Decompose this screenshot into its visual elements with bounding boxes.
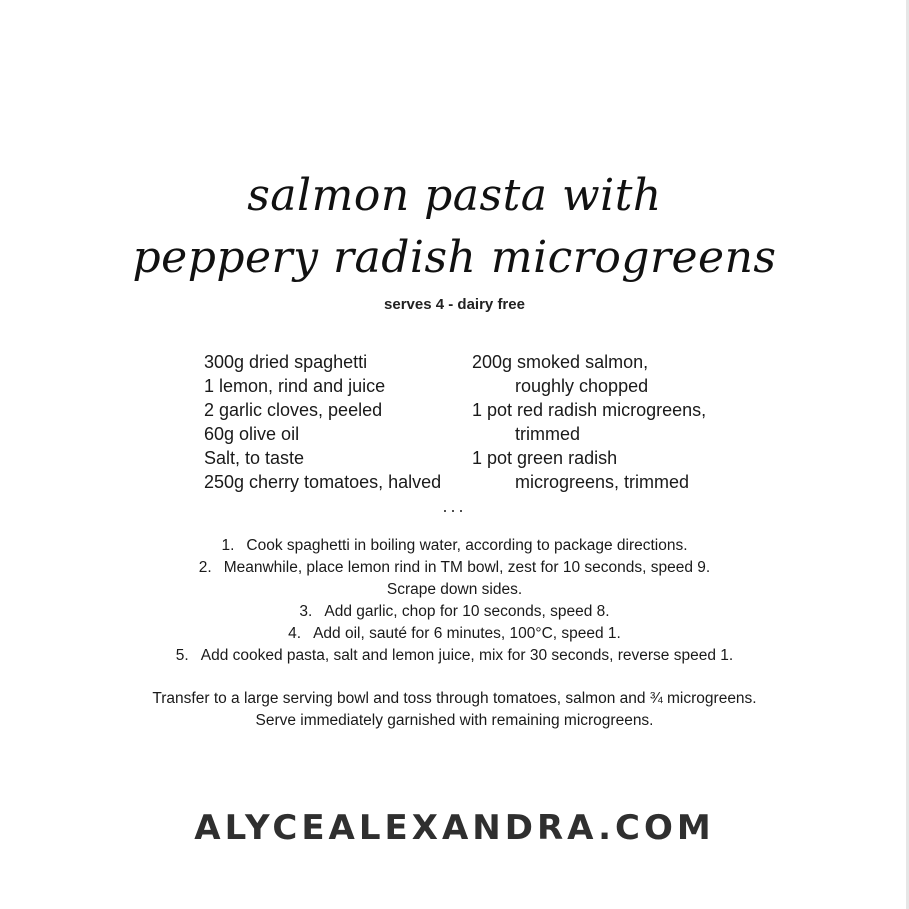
step-number: 3. [299,603,313,620]
ingredient-item: 1 lemon, rind and juice [204,376,386,396]
recipe-title-line-1: salmon pasta with [247,170,662,221]
ingredient-item: 60g olive oil [204,424,300,444]
step-number: 4. [288,625,302,642]
step-text: Add cooked pasta, salt and lemon juice, mix for 30 seconds, reverse speed 1. [200,647,734,664]
method-step [0,557,909,579]
step-number: 2. [198,559,212,576]
method-step [0,645,909,667]
step-text: Add garlic, chop for 10 seconds, speed 8. [324,603,610,620]
serving-line: Serve immediately garnished with remaining microgreens. [255,712,654,729]
serving-instructions [0,688,909,732]
method-step-continued: Scrape down sides. [386,581,523,598]
ingredient-item: Salt, to taste [204,448,305,468]
ingredient-item: 1 pot green radish [472,448,618,468]
ingredient-item: 1 pot red radish microgreens, [472,400,707,420]
serves-subtitle: serves 4 - dairy free [384,296,525,313]
ingredient-item: 2 garlic cloves, peeled [204,400,383,420]
serving-line: Transfer to a large serving bowl and toss through tomatoes, salmon and ¾ microgreens. [152,690,757,707]
step-number: 5. [175,647,189,664]
method-steps [0,535,909,667]
method-step [0,623,909,645]
ingredient-item-continued: trimmed [515,424,581,444]
step-number: 1. [221,537,235,554]
section-divider: ... [442,496,467,516]
step-text: Meanwhile, place lemon rind in TM bowl, zest for 10 seconds, speed 9. [223,559,711,576]
method-step [0,601,909,623]
ingredients-left-column [204,350,441,494]
ingredient-item-continued: microgreens, trimmed [515,472,690,492]
ingredient-item: 250g cherry tomatoes, halved [204,472,442,492]
ingredient-item-continued: roughly chopped [515,376,649,396]
ingredient-item: 300g dried spaghetti [204,352,368,372]
ingredient-item: 200g smoked salmon, [472,352,649,372]
step-text: Add oil, sauté for 6 minutes, 100°C, speed 1. [313,625,621,642]
method-step [0,535,909,557]
website-footer: ALYCEALEXANDRA.COM [194,808,715,848]
recipe-title-line-2: peppery radish microgreens [132,232,777,283]
ingredients-right-column [472,350,706,494]
step-text: Cook spaghetti in boiling water, according to package directions. [246,537,688,554]
